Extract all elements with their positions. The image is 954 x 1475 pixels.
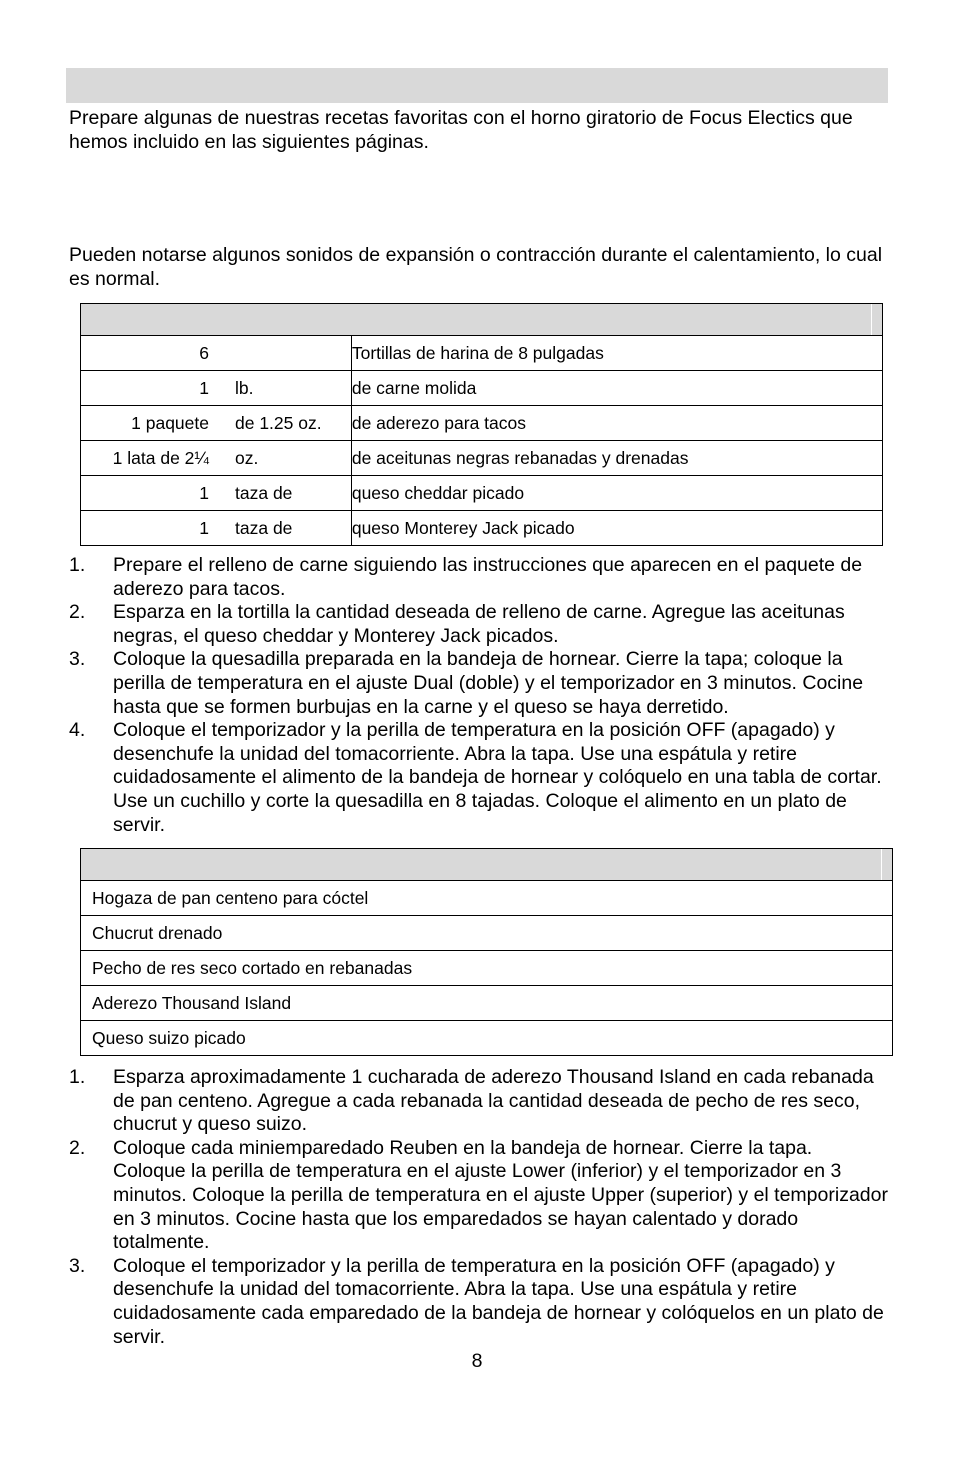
table-row <box>81 371 883 406</box>
list-item <box>69 648 889 719</box>
table-header-row <box>81 304 883 336</box>
section-header-bar <box>66 68 888 103</box>
ingredient-qty: 1 lata de 2¼ <box>112 447 209 468</box>
intro-paragraph: Prepare algunas de nuestras recetas favoritas con el horno giratorio de Focus Electics que hemos incluido en las siguientes páginas. <box>69 107 853 153</box>
ingredient-qty: 6 <box>199 342 209 363</box>
step-text: Coloque el temporizador y la perilla de temperatura en la posición OFF (apagado) y desenchufe la unidad del tomacorriente. Abra la tapa. Use una espátula y retire cuidadosamente cada emparedado de la bandeja de hornear y colóquelos en un plato de servir. <box>113 1254 884 1348</box>
ingredient-qty: 1 <box>199 517 209 538</box>
step-number: 4. <box>69 719 86 742</box>
ingredient-qty: 1 paquete <box>131 412 209 433</box>
table-row <box>81 476 883 511</box>
ingredient-unit: oz. <box>235 447 259 468</box>
table-row <box>81 916 893 951</box>
ingredient-name: Hogaza de pan centeno para cóctel <box>81 881 893 916</box>
ingredient-unit: taza de <box>235 482 293 503</box>
step-number: 3. <box>69 648 86 671</box>
note-paragraph: Pueden notarse algunos sonidos de expansión o contracción durante el calentamiento, lo cual es normal. <box>69 244 883 290</box>
ingredient-name: Chucrut drenado <box>81 916 893 951</box>
list-item <box>69 1137 889 1255</box>
table-row <box>81 336 883 371</box>
step-text: Coloque la quesadilla preparada en la bandeja de hornear. Cierre la tapa; coloque la perilla de temperatura en el ajuste Dual (doble) y el temporizador en 3 minutos. Cocine hasta que se formen burbujas en la carne y el queso se haya derretido. <box>113 648 864 718</box>
step-number: 1. <box>69 1066 86 1088</box>
table-header-row <box>81 849 893 881</box>
list-item <box>69 554 889 601</box>
ingredient-name: Aderezo Thousand Island <box>81 986 893 1021</box>
step-number: 2. <box>69 601 86 624</box>
ingredient-name: de carne molida <box>351 371 882 406</box>
ingredient-unit: de 1.25 oz. <box>235 412 322 433</box>
ingredient-name: queso Monterey Jack picado <box>351 511 882 546</box>
page-number: 8 <box>471 1350 483 1372</box>
reuben-ingredients-table <box>80 848 893 1056</box>
ingredient-name: de aderezo para tacos <box>351 406 882 441</box>
table-row <box>81 1021 893 1056</box>
list-item <box>69 1255 889 1349</box>
ingredient-qty: 1 <box>199 377 209 398</box>
step-text: Coloque el temporizador y la perilla de temperatura en la posición OFF (apagado) y desenchufe la unidad del tomacorriente. Abra la tapa. Use una espátula y retire cuidadosamente el alimento de la bandeja de hornear y colóquelo en una tabla de cortar. Use un cuchillo y corte la quesadilla en 8 tajadas. Coloque el alimento en un plato de servir. <box>113 719 882 836</box>
step-text: Esparza en la tortilla la cantidad deseada de relleno de carne. Agregue las aceitunas negras, el queso cheddar y Monterey Jack picados. <box>113 601 845 647</box>
reuben-steps-list <box>69 1066 889 1349</box>
table-row <box>81 406 883 441</box>
step-number: 1. <box>69 554 86 576</box>
step-number: 3. <box>69 1254 86 1277</box>
table-row <box>81 881 893 916</box>
ingredient-name: de aceitunas negras rebanadas y drenadas <box>351 441 882 476</box>
ingredient-name: Pecho de res seco cortado en rebanadas <box>81 951 893 986</box>
ingredient-name: Tortillas de harina de 8 pulgadas <box>351 336 882 371</box>
table-row <box>81 951 893 986</box>
step-text: Coloque cada miniemparedado Reuben en la bandeja de hornear. Cierre la tapa. Coloque la perilla de temperatura en el ajuste Lower (inferior) y el temporizador en 3 minutos. Coloque la perilla de temperatura en el ajuste Upper (superior) y el temporizador en 3 minutos. Cocine hasta que los emparedados se hayan calentado y dorado totalmente. <box>113 1136 888 1254</box>
step-text: Prepare el relleno de carne siguiendo las instrucciones que aparecen en el paquete de aderezo para tacos. <box>113 554 863 600</box>
step-number: 2. <box>69 1136 86 1159</box>
list-item <box>69 719 889 837</box>
ingredient-name: queso cheddar picado <box>351 476 882 511</box>
ingredient-qty: 1 <box>199 482 209 503</box>
ingredient-unit: taza de <box>235 517 293 538</box>
quesadilla-ingredients-table <box>80 303 883 546</box>
table-row <box>81 986 893 1021</box>
quesadilla-steps-list <box>69 554 889 837</box>
step-text: Esparza aproximadamente 1 cucharada de aderezo Thousand Island en cada rebanada de pan centeno. Agregue a cada rebanada la cantidad deseada de pecho de res seco, chucrut y queso suizo. <box>113 1066 874 1136</box>
table-row <box>81 511 883 546</box>
list-item <box>69 1066 889 1137</box>
ingredient-unit: lb. <box>235 377 254 398</box>
ingredient-name: Queso suizo picado <box>81 1021 893 1056</box>
list-item <box>69 601 889 648</box>
table-row <box>81 441 883 476</box>
